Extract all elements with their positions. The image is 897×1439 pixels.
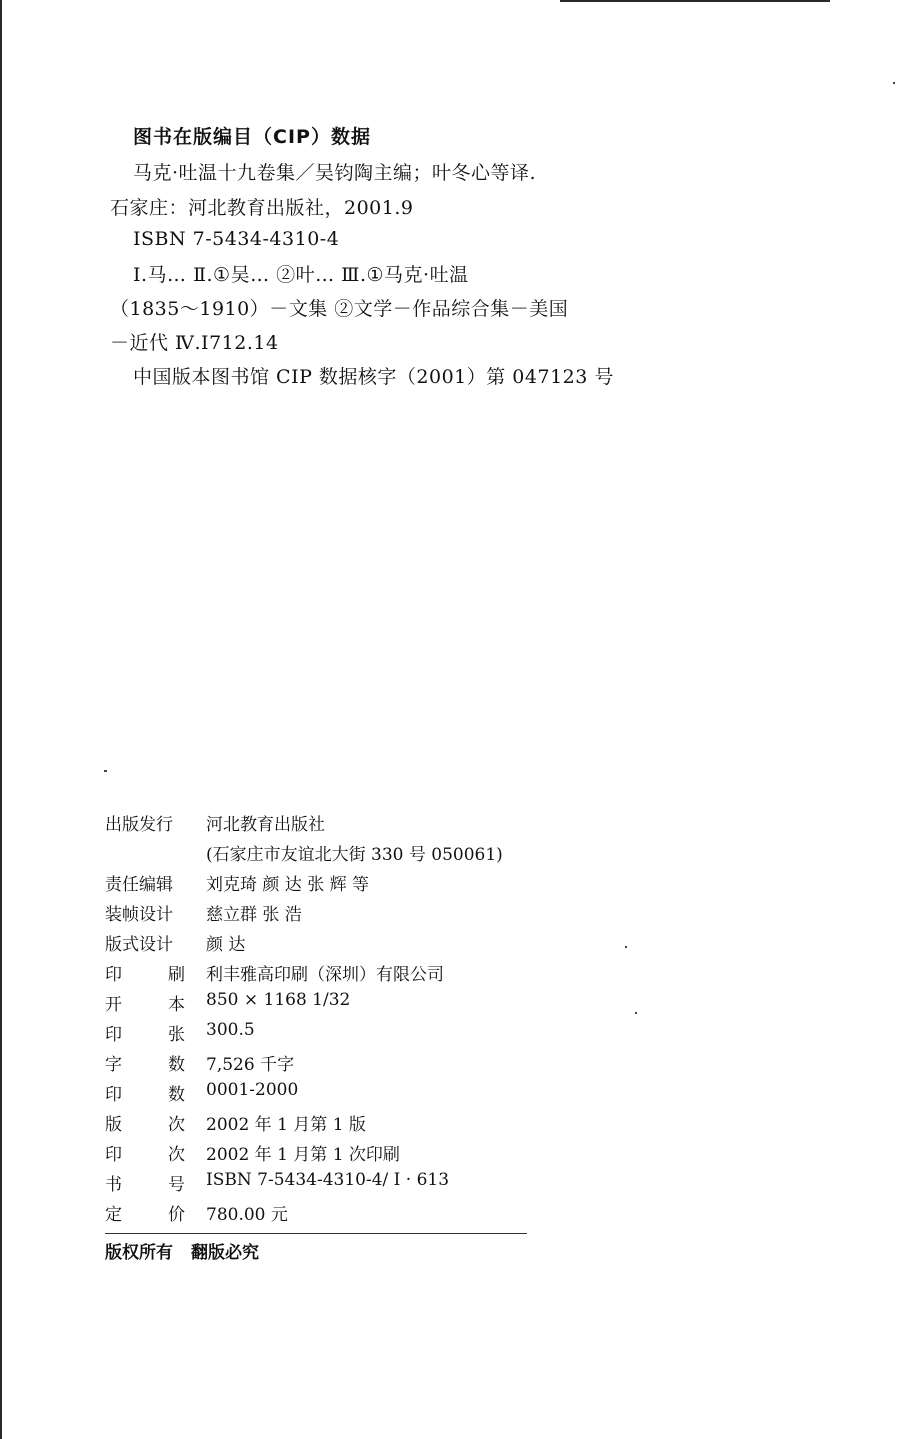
copyright-text: 版权所有 bbox=[105, 1243, 173, 1263]
info-label: 开 本 bbox=[105, 995, 185, 1015]
piracy-warning-text: 翻版必究 bbox=[191, 1243, 259, 1263]
info-label: 责任编辑 bbox=[105, 875, 173, 895]
info-value: 慈立群 张 浩 bbox=[206, 905, 302, 925]
cip-line-classification-3: －近代 Ⅳ.I712.14 bbox=[110, 332, 279, 354]
scan-speck bbox=[635, 1012, 637, 1014]
info-value: 0001-2000 bbox=[206, 1080, 299, 1100]
info-label: 定 价 bbox=[105, 1205, 185, 1225]
page-top-edge bbox=[560, 0, 830, 2]
page-left-edge bbox=[0, 0, 2, 1439]
info-value: 刘克琦 颜 达 张 辉 等 bbox=[206, 875, 370, 895]
scan-speck bbox=[625, 946, 627, 948]
info-label: 印 数 bbox=[105, 1085, 185, 1105]
divider-rule bbox=[105, 1233, 527, 1234]
cip-line-publisher: 石家庄：河北教育出版社，2001.9 bbox=[110, 197, 414, 219]
cip-line-classification-1: Ⅰ.马… Ⅱ.①吴… ②叶… Ⅲ.①马克·吐温 bbox=[133, 264, 469, 286]
cip-line-verification: 中国版本图书馆 CIP 数据核字（2001）第 047123 号 bbox=[133, 366, 614, 388]
info-value: 河北教育出版社 bbox=[206, 815, 325, 835]
scan-speck bbox=[104, 770, 107, 772]
info-value: 利丰雅高印刷（深圳）有限公司 bbox=[206, 965, 444, 985]
cip-title: 图书在版编目（CIP）数据 bbox=[133, 126, 371, 148]
info-value: 850 × 1168 1/32 bbox=[206, 990, 351, 1010]
copyright-notice bbox=[105, 1238, 277, 1263]
info-value: 颜 达 bbox=[206, 935, 246, 955]
info-label: 版 次 bbox=[105, 1115, 185, 1135]
info-value: 300.5 bbox=[206, 1020, 255, 1040]
info-label: 印 张 bbox=[105, 1025, 185, 1045]
info-label: 印 刷 bbox=[105, 965, 185, 985]
info-label: 印 次 bbox=[105, 1145, 185, 1165]
info-value: 2002 年 1 月第 1 次印刷 bbox=[206, 1145, 400, 1165]
info-label: 版式设计 bbox=[105, 935, 173, 955]
info-label: 出版发行 bbox=[105, 815, 173, 835]
info-label: 书 号 bbox=[105, 1175, 185, 1195]
scan-speck bbox=[893, 82, 895, 84]
info-value: ISBN 7-5434-4310-4/ I · 613 bbox=[206, 1170, 450, 1190]
info-value: 2002 年 1 月第 1 版 bbox=[206, 1115, 366, 1135]
cip-line-isbn: ISBN 7-5434-4310-4 bbox=[133, 228, 340, 250]
info-value: 780.00 元 bbox=[206, 1205, 288, 1225]
info-label: 字 数 bbox=[105, 1055, 185, 1075]
cip-line-book-title: 马克·吐温十九卷集／吴钧陶主编；叶冬心等译. bbox=[133, 162, 537, 184]
info-value: 7,526 千字 bbox=[206, 1055, 295, 1075]
info-value: (石家庄市友谊北大街 330 号 050061) bbox=[206, 845, 503, 865]
info-label: 装帧设计 bbox=[105, 905, 173, 925]
cip-line-classification-2: （1835～1910）－文集 ②文学－作品综合集－美国 bbox=[110, 298, 569, 320]
